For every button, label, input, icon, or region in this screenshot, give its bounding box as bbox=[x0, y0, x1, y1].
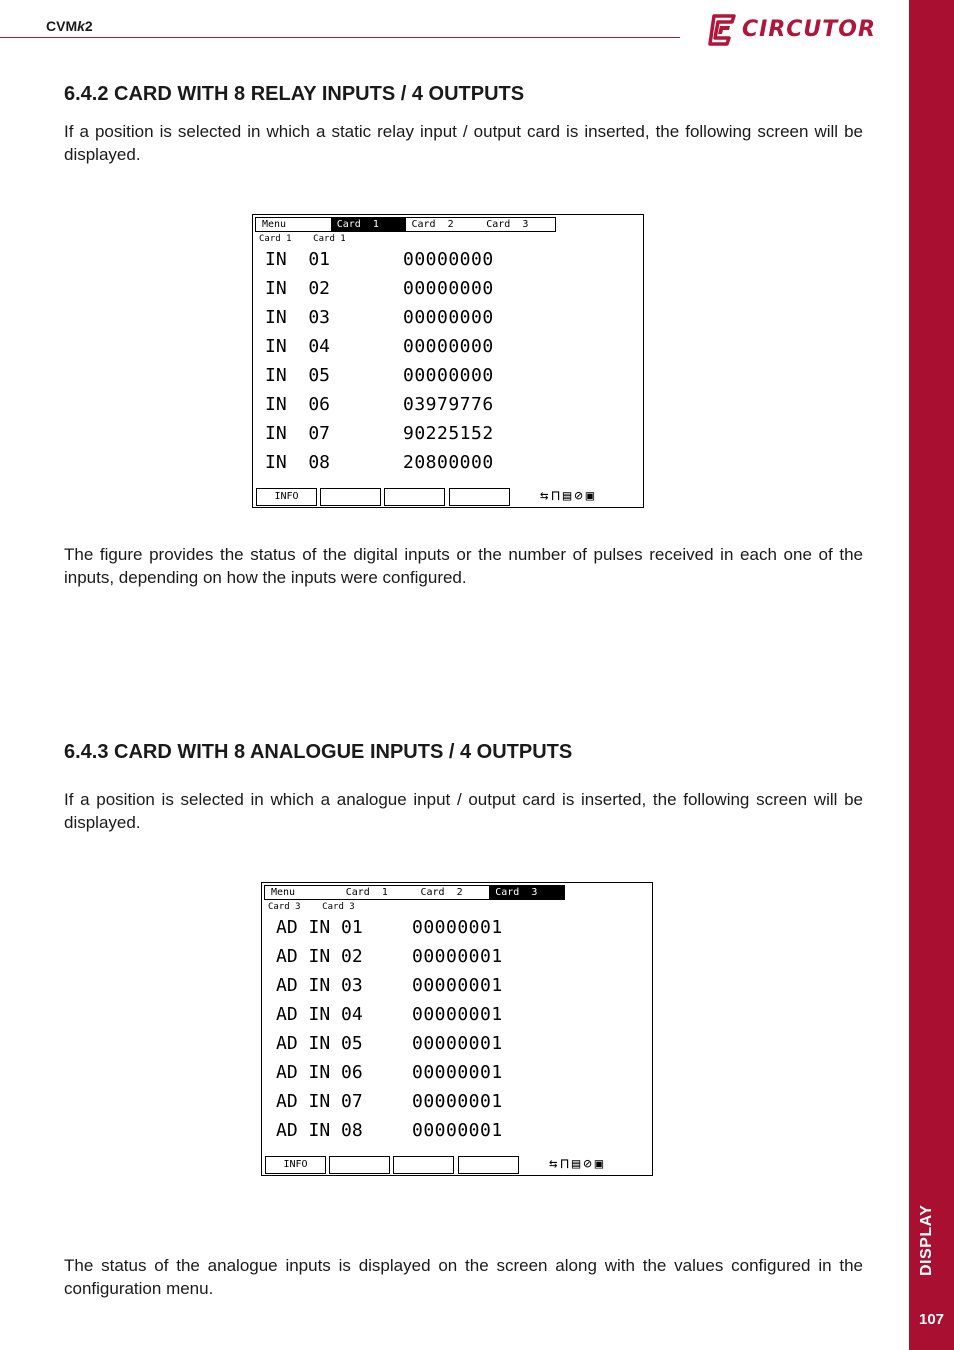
input-value: 00000001 bbox=[412, 917, 503, 938]
input-label: AD IN 01 bbox=[276, 917, 363, 938]
input-value: 00000001 bbox=[412, 975, 503, 996]
lock-icon: ▣ bbox=[585, 488, 595, 504]
input-label: IN 08 bbox=[265, 452, 331, 473]
input-value: 00000000 bbox=[403, 249, 494, 270]
brand-logo bbox=[706, 14, 886, 46]
device-screen-relay bbox=[252, 214, 644, 508]
input-value: 00000001 bbox=[412, 1091, 503, 1112]
input-value: 00000001 bbox=[412, 1062, 503, 1083]
input-value: 00000001 bbox=[412, 946, 503, 967]
function-button-4[interactable] bbox=[458, 1156, 519, 1174]
tab-card-2[interactable]: Card 2 bbox=[411, 219, 454, 230]
info-button[interactable]: INFO bbox=[265, 1156, 326, 1174]
status-icons bbox=[549, 1156, 603, 1172]
plug-icon: ⊓ bbox=[551, 488, 560, 504]
screen-subheader: Card 1 Card 1 bbox=[259, 234, 346, 244]
device-screen-analogue bbox=[261, 882, 653, 1176]
input-value: 00000000 bbox=[403, 307, 494, 328]
section-title: 6.4.3 CARD WITH 8 ANALOGUE INPUTS / 4 OUTPUTS bbox=[64, 741, 573, 763]
input-label: IN 06 bbox=[265, 394, 331, 415]
paragraph: If a position is selected in which a static relay input / output card is inserted, the following screen will be displayed. bbox=[64, 122, 863, 164]
document-model: CVMk2 bbox=[46, 18, 93, 34]
function-button-2[interactable] bbox=[329, 1156, 390, 1174]
paragraph: The figure provides the status of the digital inputs or the number of pulses received in each one of the inputs, depending on how the inputs were configured. bbox=[64, 545, 863, 587]
function-button-2[interactable] bbox=[320, 488, 381, 506]
sd-card-icon: ▤ bbox=[562, 488, 572, 504]
page-number: 107 bbox=[918, 1311, 945, 1328]
input-label: AD IN 08 bbox=[276, 1120, 363, 1141]
input-value: 00000001 bbox=[412, 1120, 503, 1141]
input-label: AD IN 07 bbox=[276, 1091, 363, 1112]
input-label: AD IN 06 bbox=[276, 1062, 363, 1083]
input-value: 20800000 bbox=[403, 452, 494, 473]
input-label: IN 01 bbox=[265, 249, 331, 270]
brand-name: CIRCUTOR bbox=[742, 17, 876, 42]
input-value: 90225152 bbox=[403, 423, 494, 444]
screen-tab-bar bbox=[255, 217, 556, 232]
paragraph: The status of the analogue inputs is displayed on the screen along with the values configured in the configuration menu. bbox=[64, 1256, 863, 1298]
clock-icon: ⊘ bbox=[574, 488, 583, 504]
screen-subheader: Card 3 Card 3 bbox=[268, 902, 355, 912]
input-label: IN 02 bbox=[265, 278, 331, 299]
tab-menu[interactable]: Menu bbox=[262, 219, 287, 230]
input-value: 00000000 bbox=[403, 336, 494, 357]
transfer-icon: ⇆ bbox=[540, 488, 549, 504]
input-value: 00000001 bbox=[412, 1004, 503, 1025]
input-value: 00000000 bbox=[403, 365, 494, 386]
info-button[interactable]: INFO bbox=[256, 488, 317, 506]
section-tab-label: DISPLAY bbox=[918, 1204, 935, 1276]
input-value: 03979776 bbox=[403, 394, 494, 415]
tab-card-3[interactable]: Card 3 bbox=[486, 219, 529, 230]
input-label: AD IN 04 bbox=[276, 1004, 363, 1025]
function-button-3[interactable] bbox=[384, 488, 445, 506]
clock-icon: ⊘ bbox=[583, 1156, 592, 1172]
side-tab bbox=[909, 0, 954, 1350]
input-value: 00000001 bbox=[412, 1033, 503, 1054]
status-icons bbox=[540, 488, 594, 504]
section-title: 6.4.2 CARD WITH 8 RELAY INPUTS / 4 OUTPUTS bbox=[64, 83, 525, 105]
input-label: IN 04 bbox=[265, 336, 331, 357]
tab-card-1[interactable]: Card 1 bbox=[331, 218, 406, 231]
tab-menu[interactable]: Menu bbox=[271, 887, 296, 898]
input-label: IN 03 bbox=[265, 307, 331, 328]
transfer-icon: ⇆ bbox=[549, 1156, 558, 1172]
input-label: AD IN 03 bbox=[276, 975, 363, 996]
tab-card-1[interactable]: Card 1 bbox=[345, 887, 388, 898]
input-value: 00000000 bbox=[403, 278, 494, 299]
function-button-4[interactable] bbox=[449, 488, 510, 506]
tab-card-3[interactable]: Card 3 bbox=[489, 886, 564, 899]
sd-card-icon: ▤ bbox=[571, 1156, 581, 1172]
brand-logo-icon bbox=[706, 14, 738, 46]
header-rule bbox=[0, 37, 680, 38]
input-label: IN 07 bbox=[265, 423, 331, 444]
function-button-3[interactable] bbox=[393, 1156, 454, 1174]
input-label: AD IN 05 bbox=[276, 1033, 363, 1054]
paragraph: If a position is selected in which a analogue input / output card is inserted, the following screen will be displayed. bbox=[64, 790, 863, 832]
lock-icon: ▣ bbox=[594, 1156, 604, 1172]
plug-icon: ⊓ bbox=[560, 1156, 569, 1172]
tab-card-2[interactable]: Card 2 bbox=[420, 887, 463, 898]
input-label: AD IN 02 bbox=[276, 946, 363, 967]
screen-tab-bar bbox=[264, 885, 565, 900]
input-label: IN 05 bbox=[265, 365, 331, 386]
